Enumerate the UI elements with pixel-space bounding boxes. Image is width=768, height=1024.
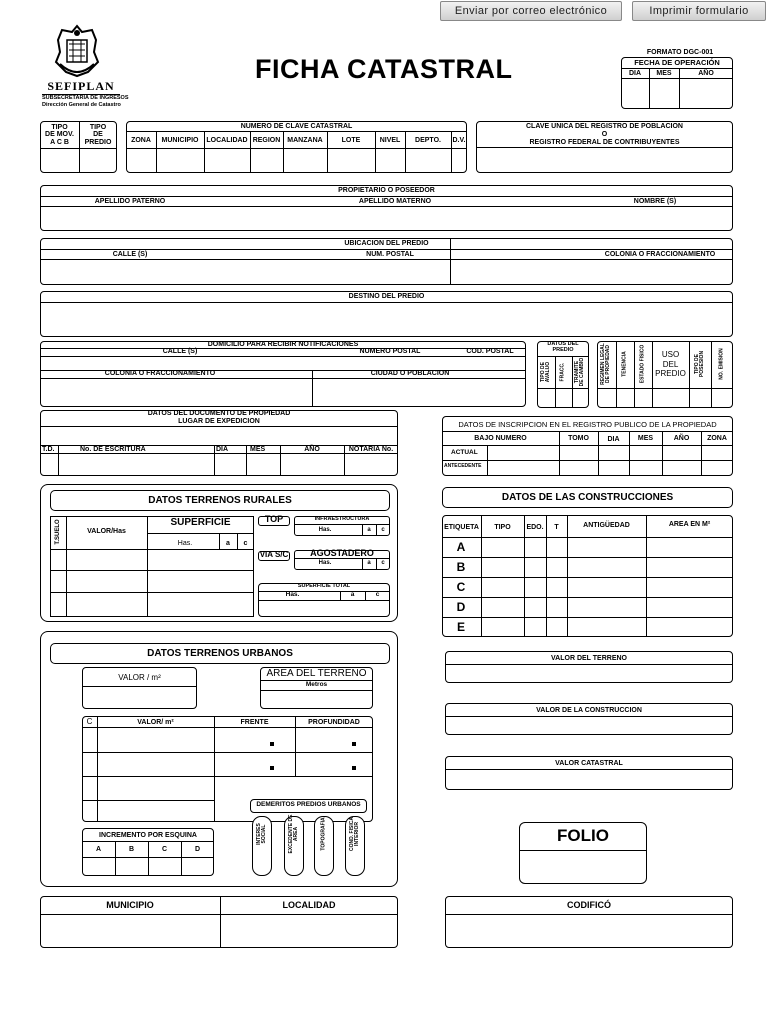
- total-has-label: Has.: [285, 591, 300, 598]
- dem-topografia-label: TOPOGRAFIA: [320, 817, 327, 851]
- urb-col-profundidad: PROFUNDIDAD: [308, 719, 360, 726]
- uso-predio-label: USO DEL PREDIO: [655, 350, 686, 379]
- superficie-label: SUPERFICIE: [170, 517, 231, 528]
- reg-actual-label: ACTUAL: [451, 449, 478, 456]
- documento-title-1: DATOS DEL DOCUMENTO DE PROPIEDAD: [147, 410, 291, 417]
- subsecretaria: SUBSECRETARIA DE INGRESOS: [42, 95, 129, 101]
- footer-codifico-label: CODIFICÓ: [567, 900, 611, 910]
- doc-col-escritura: No. DE ESCRITURA: [80, 446, 146, 453]
- dem-excedente-area-label: EXCEDENTE DE AREA: [288, 814, 299, 854]
- curp-label-1: CLAVE UNICA DEL REGISTRO DE POBLACION: [526, 123, 683, 130]
- superficie-c-label: c: [243, 540, 248, 547]
- col-depto: DEPTO.: [415, 137, 441, 144]
- reg-col-bajo-numero: BAJO NUMERO: [474, 435, 527, 442]
- folio-label: FOLIO: [557, 826, 609, 845]
- ubicacion-title: UBICACION DEL PREDIO: [344, 240, 429, 247]
- agostadero-c-label: c: [381, 560, 385, 566]
- doc-col-dia: DIA: [216, 446, 229, 453]
- direccion: Dirección General de Catastro: [42, 102, 121, 108]
- reg-col-mes: MES: [637, 435, 654, 442]
- print-button[interactable]: Imprimir formulario: [632, 1, 766, 21]
- ubicacion-num-label: NUM. POSTAL: [366, 251, 414, 258]
- const-col-area: AREA EN M²: [668, 521, 711, 528]
- nombre-label: NOMBRE (S): [633, 198, 677, 205]
- domicilio-cod-label: COD. POSTAL: [466, 348, 514, 355]
- footer-localidad-label: LOCALIDAD: [282, 900, 336, 910]
- tipo-posesion-label: TIPO DE POSESION: [694, 350, 705, 378]
- registro-title: DATOS DE INSCRIPCION EN EL REGISTRO PUBLICO DE LA PROPIEDAD: [458, 420, 717, 429]
- const-row-c: C: [456, 580, 466, 594]
- valor-catastral-label: VALOR CATASTRAL: [555, 760, 623, 767]
- incremento-label: INCREMENTO POR ESQUINA: [99, 832, 197, 839]
- col-municipio: MUNICIPIO: [161, 137, 199, 144]
- apellido-paterno-label: APELLIDO PATERNO: [94, 198, 166, 205]
- const-col-antiguedad: ANTIGÜEDAD: [583, 522, 630, 529]
- ubicacion-calle-label: CALLE (S): [112, 251, 148, 258]
- valor-terreno-label: VALOR DEL TERRENO: [551, 655, 627, 662]
- col-nivel: NIVEL: [379, 137, 401, 144]
- urb-col-c: C: [86, 717, 93, 726]
- col-region: REGION: [252, 137, 281, 144]
- const-row-b: B: [456, 560, 466, 574]
- reg-antecedente-label: ANTECEDENTE: [444, 463, 482, 469]
- inc-col-a: A: [95, 846, 102, 853]
- reg-col-anio: AÑO: [673, 435, 690, 442]
- const-row-e: E: [456, 620, 465, 634]
- doc-col-td: T.D.: [42, 446, 55, 453]
- doc-col-anio: AÑO: [304, 446, 320, 453]
- domicilio-ciudad-label: CIUDAD O POBLACION: [370, 370, 450, 377]
- documento-title-2: LUGAR DE EXPEDICION: [178, 418, 260, 425]
- col-manzana: MANZANA: [287, 137, 323, 144]
- formato-label: FORMATO DGC-001: [646, 49, 714, 56]
- total-c-label: c: [375, 591, 380, 598]
- urb-col-valor: VALOR/ m²: [137, 719, 174, 726]
- tramite-label: TRAMITE DE CAMBIO: [574, 357, 585, 387]
- construcciones-table: [442, 515, 733, 637]
- superficie-has-label: Has.: [177, 540, 193, 547]
- total-a-label: a: [350, 591, 355, 598]
- const-row-d: D: [456, 600, 466, 614]
- col-zona: ZONA: [131, 137, 151, 144]
- valor-has-label: VALOR/Has: [87, 528, 126, 535]
- fecha-operacion-label: FECHA DE OPERACIÓN: [634, 58, 720, 67]
- superficie-a-label: a: [226, 540, 230, 547]
- estado-fisico-label: ESTADO FISICO: [639, 344, 646, 384]
- datos-predio-title: DATOS DEL PREDIO: [547, 341, 579, 353]
- curp-label-3: REGISTRO FEDERAL DE CONTRIBUYENTES: [529, 139, 680, 146]
- metros-label: Metros: [305, 681, 328, 688]
- agostadero-has-label: Has.: [318, 560, 332, 566]
- const-col-tipo: TIPO: [494, 524, 511, 531]
- area-terreno-label: AREA DEL TERRENO: [266, 668, 367, 679]
- via-label: VIA S/C: [259, 550, 289, 559]
- agostadero-label: AGOSTADERO: [310, 548, 374, 558]
- curp-label-2: O: [601, 131, 608, 138]
- inc-col-b: B: [128, 846, 135, 853]
- footer-municipio-label: MUNICIPIO: [106, 900, 154, 910]
- anio-label: AÑO: [698, 70, 714, 77]
- mes-label: MES: [656, 70, 672, 77]
- coat-of-arms-icon: [52, 22, 102, 78]
- construcciones-title: DATOS DE LAS CONSTRUCCIONES: [442, 487, 733, 508]
- const-col-etiqueta: ETIQUETA: [444, 524, 479, 531]
- tipo-mov-label: TIPO DE MOV. A C B: [45, 124, 74, 146]
- domicilio-colonia-label: COLONIA O FRACCIONAMIENTO: [104, 370, 216, 377]
- destino-title: DESTINO DEL PREDIO: [348, 293, 425, 300]
- regimen-label: REGIMEN LEGAL DE PROPIEDAD: [600, 343, 611, 385]
- doc-col-mes: MES: [250, 446, 266, 453]
- propietario-title: PROPIETARIO O POSEEDOR: [338, 187, 435, 194]
- rurales-title: DATOS TERRENOS RURALES: [50, 490, 390, 511]
- col-localidad: LOCALIDAD: [206, 137, 248, 144]
- urb-col-frente: FRENTE: [240, 719, 269, 726]
- infra-c-label: c: [381, 527, 385, 533]
- tipo-predio-label: TIPO DE PREDIO: [84, 124, 112, 146]
- valor-m2-label: VALOR / m²: [118, 673, 161, 682]
- urbanos-title: DATOS TERRENOS URBANOS: [50, 643, 390, 664]
- dia-label: DIA: [628, 70, 642, 77]
- org-name: SEFIPLAN: [42, 79, 120, 95]
- domicilio-title: DOMICILIO PARA RECIBIR NOTIFICACIONES: [207, 341, 359, 348]
- inc-col-d: D: [194, 846, 201, 853]
- infraestructura-label: INFRAESTRUCTURA: [314, 516, 370, 522]
- infra-has-label: Has.: [318, 527, 332, 533]
- top-label: TOP: [264, 514, 284, 524]
- const-col-edo: EDO.: [526, 524, 544, 531]
- inc-col-c: C: [161, 846, 168, 853]
- apellido-materno-label: APELLIDO MATERNO: [358, 198, 432, 205]
- page-title: FICHA CATASTRAL: [255, 54, 513, 84]
- doc-col-notaria: NOTARIA No.: [348, 446, 394, 453]
- tsuelo-label: T.SUELO: [55, 519, 61, 545]
- tenencia-label: TENENCIA: [621, 351, 628, 377]
- superficie-total-label: SUPERFICIE TOTAL: [297, 583, 351, 589]
- const-col-t: T: [554, 524, 559, 531]
- no-emision-label: NO. EMISION: [718, 348, 725, 380]
- reg-col-dia: DIA: [607, 436, 620, 443]
- col-lote: LOTE: [341, 137, 361, 144]
- ubicacion-colonia-label: COLONIA O FRACCIONAMIENTO: [604, 251, 716, 258]
- tipo-avaluo-label: TIPO DE AVALUO: [540, 361, 551, 383]
- dem-interes-social-label: INTERES SOCIAL: [256, 823, 267, 845]
- fracc-label: FRACC.: [559, 362, 566, 382]
- demeritos-label: DEMERITOS PREDIOS URBANOS: [256, 801, 361, 808]
- valor-construccion-label: VALOR DE LA CONSTRUCCION: [536, 707, 642, 714]
- col-dv: D.V.: [452, 137, 466, 144]
- email-button[interactable]: Enviar por correo electrónico: [440, 1, 622, 21]
- clave-catastral-title: NUMERO DE CLAVE CATASTRAL: [240, 123, 353, 130]
- dem-cond-fisica-label: COND. FISICA INTERIOR: [349, 817, 360, 851]
- agostadero-a-label: a: [367, 560, 371, 566]
- domicilio-calle-label: CALLE (S): [162, 348, 198, 355]
- reg-col-tomo: TOMO: [568, 435, 589, 442]
- domicilio-numero-label: NUMERO POSTAL: [359, 348, 421, 355]
- infra-a-label: a: [367, 527, 371, 533]
- reg-col-zona: ZONA: [707, 435, 727, 442]
- const-row-a: A: [456, 540, 466, 554]
